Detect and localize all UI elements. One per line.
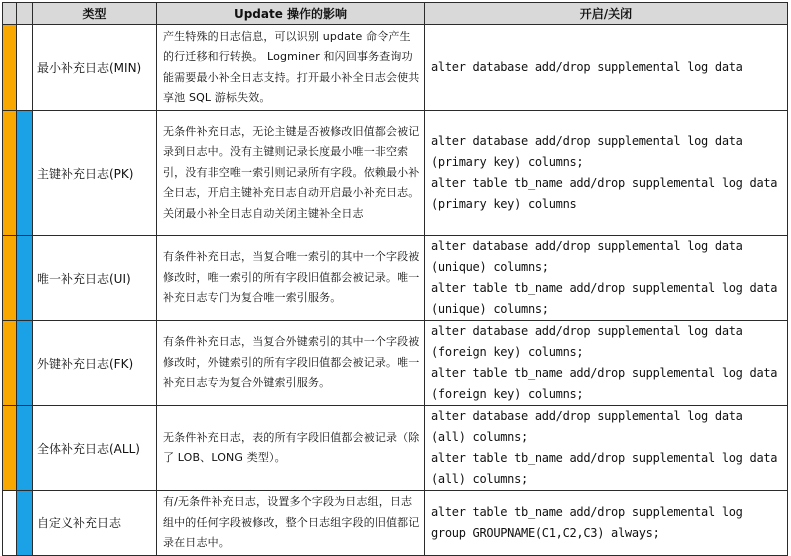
row-desc: 无条件补充日志，无论主键是否被修改旧值都会被记录到日志中。没有主键则记录长度最小唯一非空索引，没有非空唯一索引则记录所有字段。依赖最小补全日志，开启主键补充日志自动开启最小补充日志。关闭最小补全日志自动关闭主键补全日志 xyxy=(157,111,425,236)
row-strip-white xyxy=(17,25,33,111)
row-cmd xyxy=(425,236,788,321)
table-row xyxy=(3,321,788,406)
table-row xyxy=(3,111,788,236)
header-toggle: 开启/关闭 xyxy=(425,3,788,25)
row-type: 自定义补充日志 xyxy=(33,491,157,556)
header-effect: Update 操作的影响 xyxy=(157,3,425,25)
row-type: 主键补充日志(PK) xyxy=(33,111,157,236)
table-row xyxy=(3,25,788,111)
row-strip-white xyxy=(3,491,17,556)
cmd-line: alter database add/drop supplemental log data (primary key) columns; xyxy=(431,134,743,169)
row-cmd xyxy=(425,406,788,491)
row-type: 唯一补充日志(UI) xyxy=(33,236,157,321)
cmd-line: alter database add/drop supplemental log data (foreign key) columns; xyxy=(431,324,743,359)
row-desc: 产生特殊的日志信息，可以识别 update 命令产生的行迁移和行转换。 Logminer 和闪回事务查询功能需要最小补全日志支持。打开最小补全日志会使共享池 SQL 游标失效。 xyxy=(157,25,425,111)
cmd-line: alter table tb_name add/drop supplemental log data (unique) columns; xyxy=(431,281,778,316)
row-strip-blue xyxy=(17,111,33,236)
cmd-line: alter database add/drop supplemental log data (unique) columns; xyxy=(431,239,743,274)
row-cmd xyxy=(425,111,788,236)
row-type: 全体补充日志(ALL) xyxy=(33,406,157,491)
cmd-line: alter table tb_name add/drop supplemental log data (all) columns; xyxy=(431,451,778,486)
row-cmd xyxy=(425,491,788,556)
row-cmd xyxy=(425,25,788,111)
row-desc: 有/无条件补充日志，设置多个字段为日志组，日志组中的任何字段被修改，整个日志组字段的旧值都记录在日志中。 xyxy=(157,491,425,556)
cmd-line: alter table tb_name add/drop supplemental log data (foreign key) columns; xyxy=(431,366,778,401)
cmd-line: alter table tb_name add/drop supplemental log group GROUPNAME(C1,C2,C3) always; xyxy=(431,504,743,540)
row-strip-blue xyxy=(17,491,33,556)
row-type: 最小补充日志(MIN) xyxy=(33,25,157,111)
cmd-line: alter database add/drop supplemental log data xyxy=(431,60,743,74)
row-strip-blue xyxy=(17,236,33,321)
row-strip-orange xyxy=(3,321,17,406)
row-strip-orange xyxy=(3,406,17,491)
header-strip xyxy=(3,3,17,25)
row-strip-orange xyxy=(3,236,17,321)
header-strip xyxy=(17,3,33,25)
header-type: 类型 xyxy=(33,3,157,25)
row-desc: 无条件补充日志，表的所有字段旧值都会被记录（除了 LOB、LONG 类型）。 xyxy=(157,406,425,491)
row-strip-blue xyxy=(17,321,33,406)
row-desc: 有条件补充日志，当复合外键索引的其中一个字段被修改时，外键索引的所有字段旧值都会被记录。唯一补充日志专为复合外键索引服务。 xyxy=(157,321,425,406)
row-type: 外键补充日志(FK) xyxy=(33,321,157,406)
table-row xyxy=(3,491,788,556)
cmd-line: alter table tb_name add/drop supplemental log data (primary key) columns xyxy=(431,176,778,211)
row-cmd xyxy=(425,321,788,406)
header-row xyxy=(3,3,788,25)
table-row xyxy=(3,236,788,321)
table-row xyxy=(3,406,788,491)
row-strip-orange xyxy=(3,25,17,111)
supplemental-log-table xyxy=(2,2,788,556)
row-desc: 有条件补充日志，当复合唯一索引的其中一个字段被修改时，唯一索引的所有字段旧值都会被记录。唯一补充日志专门为复合唯一索引服务。 xyxy=(157,236,425,321)
row-strip-blue xyxy=(17,406,33,491)
cmd-line: alter database add/drop supplemental log data (all) columns; xyxy=(431,409,743,444)
row-strip-orange xyxy=(3,111,17,236)
